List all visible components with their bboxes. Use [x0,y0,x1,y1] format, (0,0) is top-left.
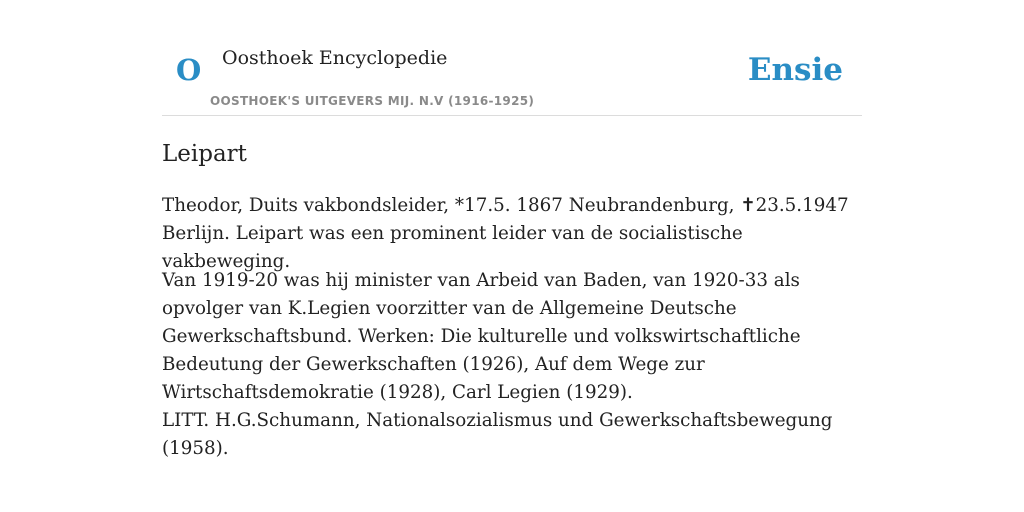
publication-subtitle: OOSTHOEK'S UITGEVERS MIJ. N.V (1916-1925) [210,94,535,108]
entry-paragraph: Theodor, Duits vakbondsleider, *17.5. 1867 Neubrandenburg, ✝23.5.1947 Berlijn. Leipart was een prominent leider van de socialistische vakbeweging. [162,195,849,272]
publication-logo[interactable]: O [176,53,202,87]
publication-header [162,0,862,116]
ensie-home-link[interactable]: Ensie [747,52,843,88]
publication-title[interactable]: Oosthoek Encyclopedie [222,47,448,69]
entry-paragraph: Van 1919-20 was hij minister van Arbeid van Baden, van 1920-33 als opvolger van K.Legien voorzitter van de Allgemeine Deutsche Gewerkschaftsbund. Werken: Die kulturelle und volkswirtschaftliche Bedeutung der Gewerkschaften (1926), Auf dem Wege zur Wirtschaftsdemokratie (1928), Carl Legien (1929). [162,270,801,403]
literature-reference: LITT. H.G.Schumann, Nationalsozialismus und Gewerkschaftsbewegung (1958). [162,410,833,459]
entry-title: Leipart [162,141,247,167]
content-container [162,0,862,459]
